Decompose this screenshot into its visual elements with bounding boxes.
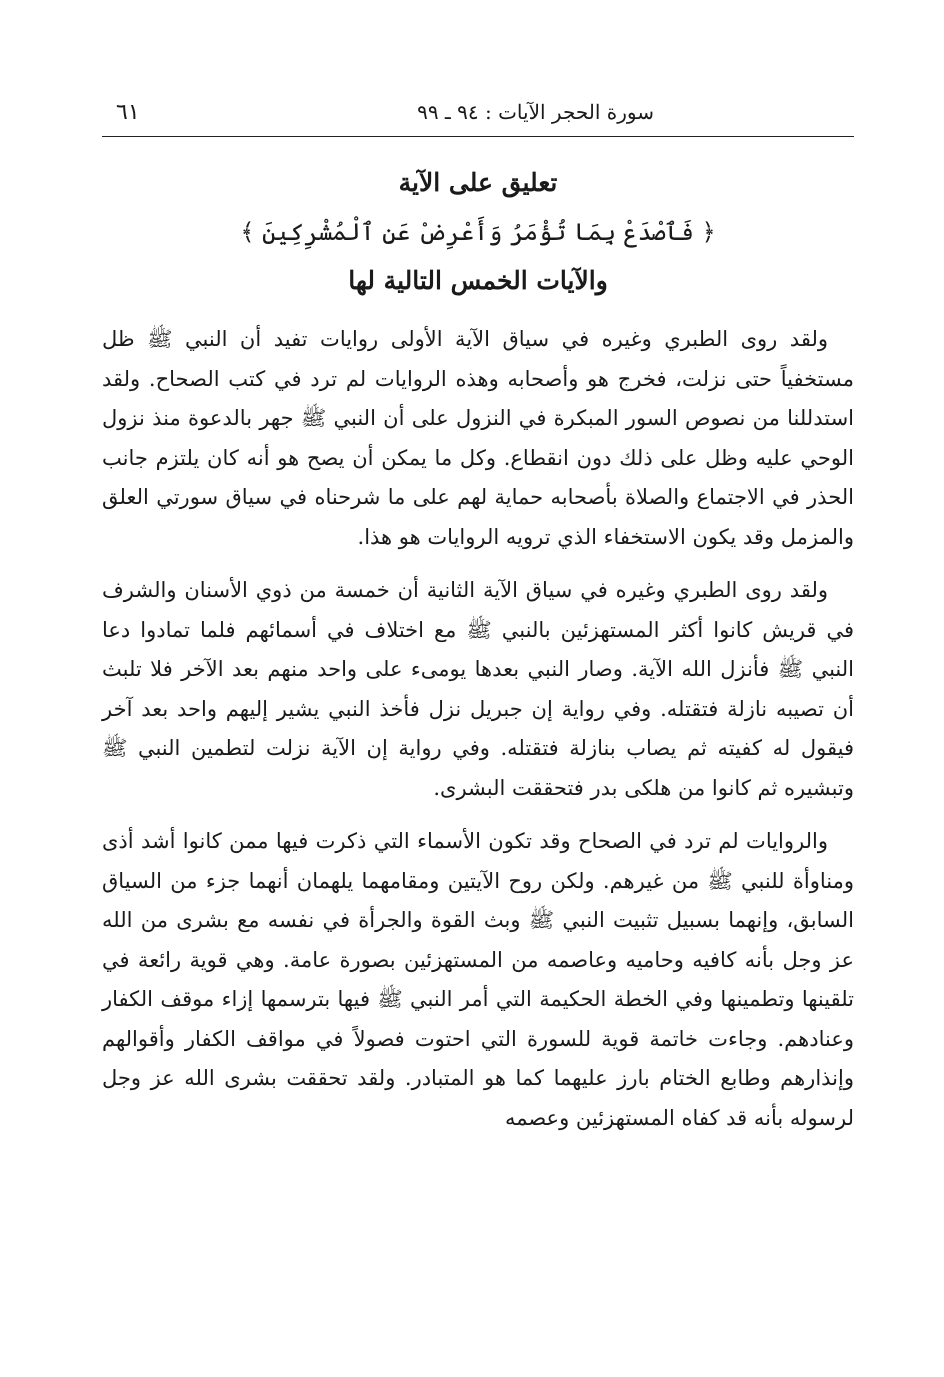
running-title: سورة الحجر الآيات : ٩٤ ـ ٩٩: [417, 100, 654, 124]
page-header: [102, 96, 854, 140]
paragraph-3: والروايات لم ترد في الصحاح وقد تكون الأسماء التي ذكرت فيها ممن كانوا أشد أذى ومناوأة للنبي ﷺ من غيرهم. ولكن روح الآيتين ومقامهما يلهمان أنهما جزء من السياق السابق، وإنهما بسبيل تثبيت النبي ﷺ وبث القوة والجرأة في نفسه مع بشرى من الله عز وجل بأنه كافيه وحاميه وعاصمه من المستهزئين بصورة عامة. وهي قوية رائعة في تلقينها وتطمينها وفي الخطة الحكيمة التي أمر النبي ﷺ فيها بترسمها إزاء موقف الكفار وعنادهم. وجاءت خاتمة قوية للسورة التي احتوت فصولاً في مواقف الكفار وأقوالهم وإنذارهم وطابع الختام بارز عليهما كما هو المتبادر. ولقد تحققت بشرى الله عز وجل لرسوله بأنه قد كفاه المستهزئين وعصمه: [102, 829, 854, 1130]
paragraph-2: ولقد روى الطبري وغيره في سياق الآية الثانية أن خمسة من ذوي الأسنان والشرف في قريش كانوا أكثر المستهزئين بالنبي ﷺ مع اختلاف في أسمائهم فلما تمادوا دعا النبي ﷺ فأنزل الله الآية. وصار النبي بعدها يومىء على واحد منهم بعد الآخر فلا تلبث أن تصيبه نازلة فتقتله. وفي رواية إن جبريل نزل فأخذ النبي يشير إليهم واحد بعد آخر فيقول له كفيته ثم يصاب بنازلة فتقتله. وفي رواية إن الآية نزلت لتطمين النبي ﷺ وتبشيره ثم كانوا من هلكى بدر فتحققت البشرى.: [102, 578, 854, 800]
paragraph-1: ولقد روى الطبري وغيره في سياق الآية الأولى روايات تفيد أن النبي ﷺ ظل مستخفياً حتى نزلت، فخرج هو وأصحابه وهذه الروايات لم ترد في كتب الصحاح. ولقد استدللنا من نصوص السور المبكرة في النزول على أن النبي ﷺ جهر بالدعوة منذ نزول الوحي عليه وظل على ذلك دون انقطاع. وكل ما يمكن أن يصح هو أنه كان يلتزم جانب الحذر في الاجتماع والصلاة بأصحابه حماية لهم على ما شرحناه في سياق سورتي العلق والمزمل وقد يكون الاستخفاء الذي ترويه الروايات هو هذا.: [102, 327, 854, 549]
section-headings: [102, 158, 854, 306]
body-text: [102, 320, 854, 1152]
header-rule: [102, 136, 854, 137]
section-subtitle: والآيات الخمس التالية لها: [348, 266, 608, 295]
page-number: ٦١: [116, 100, 140, 125]
quranic-verse: ﴿ فَٱصْدَعْ بِمَا تُؤْمَرُ وَأَعْرِضْ عَنِ ٱلْمُشْرِكِينَ ﴾: [240, 218, 716, 246]
section-title: تعليق على الآية: [398, 168, 558, 197]
